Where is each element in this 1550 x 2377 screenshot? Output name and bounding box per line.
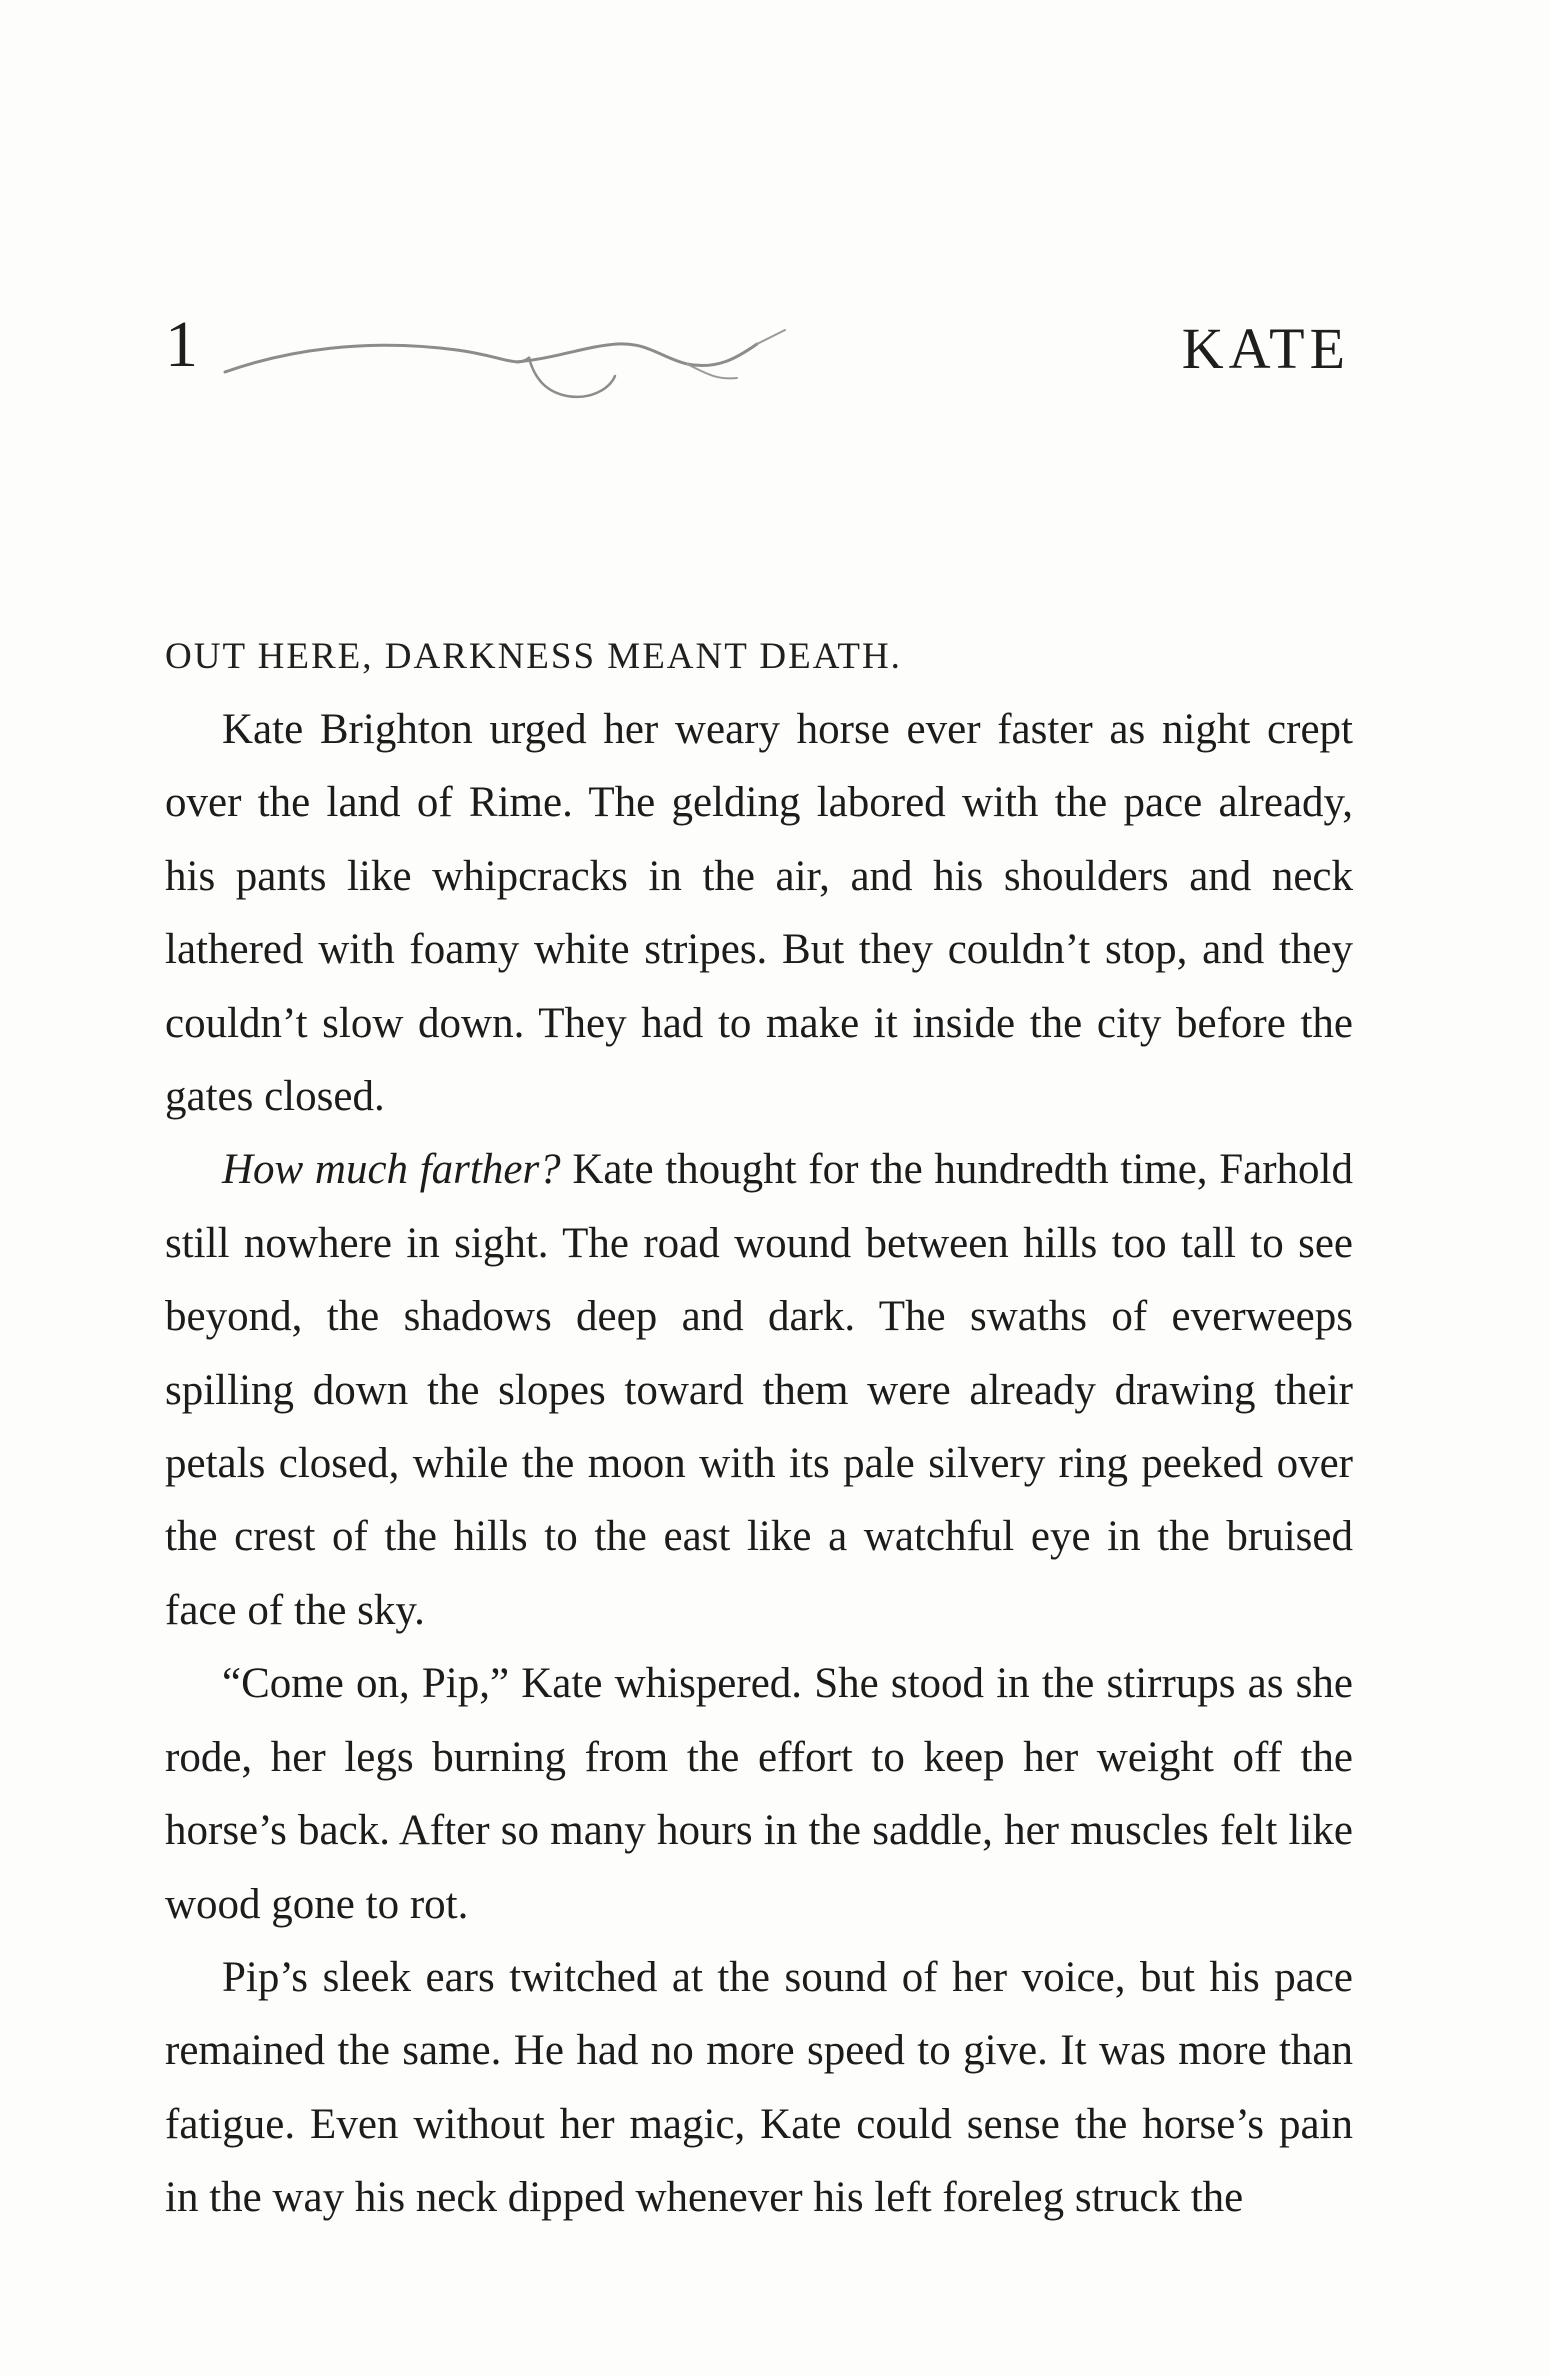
paragraph-3: “Come on, Pip,” Kate whispered. She stood in the stirrups as she rode, her legs burning from the effort to keep her weight off the horse’s back. After so many hours in the saddle, her muscles felt like wood gone to rot.: [165, 1660, 1353, 1928]
paragraph-2: [165, 1133, 1353, 1647]
chapter-heading: [165, 300, 1350, 420]
opening-line: OUT HERE, DARKNESS MEANT DEATH.: [165, 636, 902, 677]
paragraph-4: Pip’s sleek ears twitched at the sound of her voice, but his pace remained the same. He had no more speed to give. It was more than fatigue. Even without her magic, Kate could sense the horse’s pain in the way his neck dipped whenever his left foreleg struck the: [165, 1953, 1353, 2222]
paragraph-2-text: Kate thought for the hundredth time, Farhold still nowhere in sight. The road wound between hills too tall to see beyond, the shadows deep and dark. The swaths of everweeps spilling down the slopes toward them were already drawing their petals closed, while the moon with its pale silvery ring peeked over the crest of the hills to the east like a watchful eye in the bruised face of the sky.: [165, 1146, 1353, 1634]
paragraph-1: Kate Brighton urged her weary horse ever faster as night crept over the land of Rime. The gelding labored with the pace already, his pants like whipcracks in the air, and his shoulders and neck lathered with foamy white stripes. But they couldn’t stop, and they couldn’t slow down. They had to make it inside the city before the gates closed.: [165, 706, 1353, 1121]
flourish-ornament-icon: [217, 300, 837, 410]
chapter-title: KATE: [1181, 316, 1350, 381]
chapter-body: [165, 620, 1353, 2235]
chapter-number: 1: [165, 308, 198, 381]
paragraph-2-italic-thought: How much farther?: [222, 1146, 561, 1194]
